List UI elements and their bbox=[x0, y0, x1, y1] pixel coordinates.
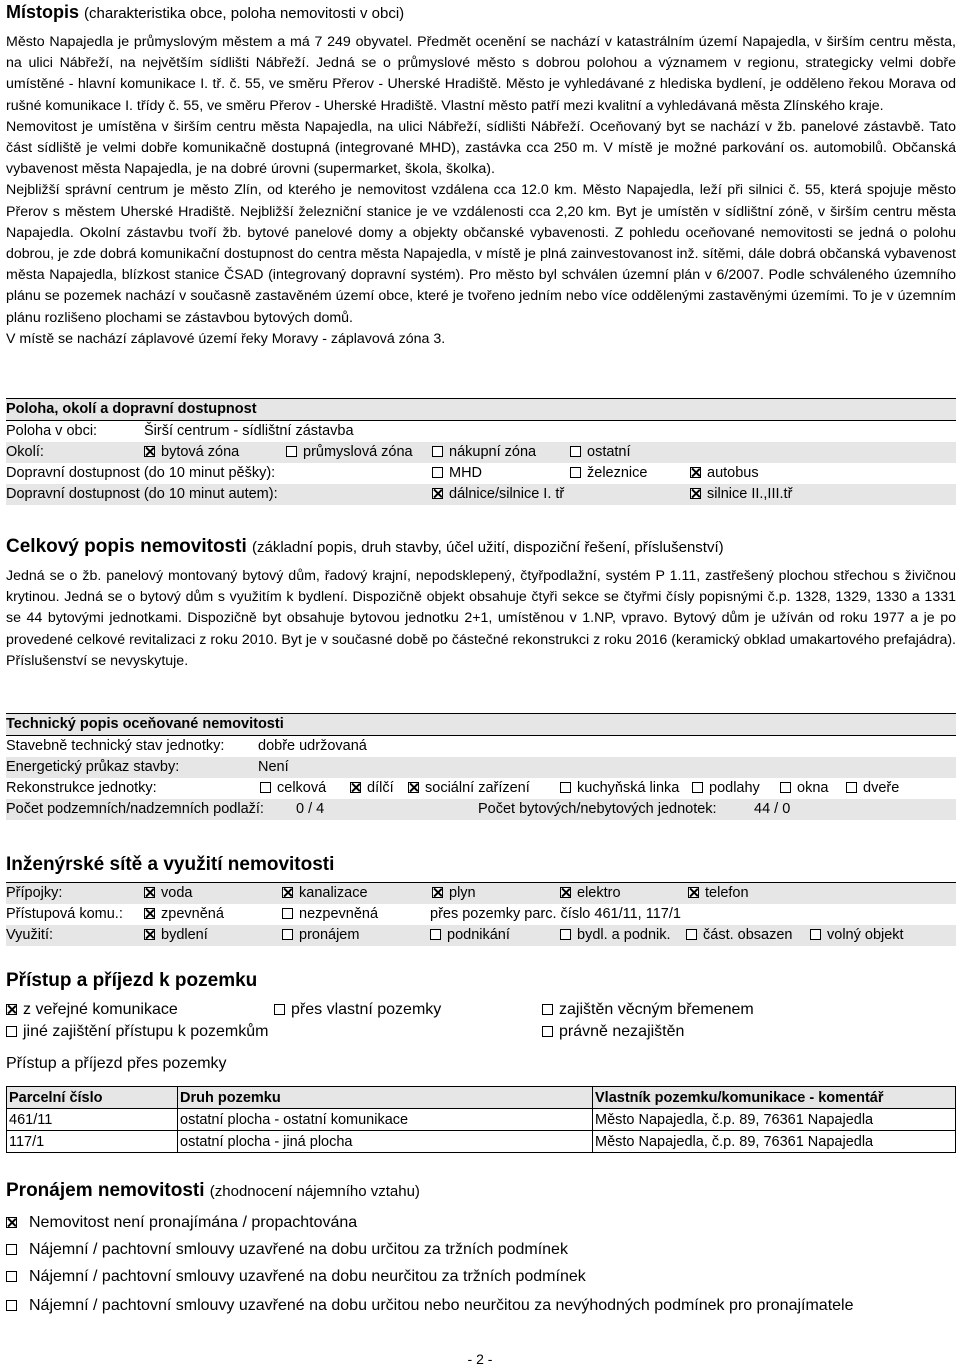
parcels-label: Přístup a příjezd přes pozemky bbox=[6, 1055, 227, 1072]
checkbox-icon[interactable] bbox=[6, 1300, 17, 1311]
surroundings-option[interactable]: průmyslová zóna bbox=[286, 442, 413, 463]
usage-option[interactable]: bydl. a podnik. bbox=[560, 925, 671, 946]
usage-option[interactable]: část. obsazen bbox=[686, 925, 792, 946]
state-value: dobře udržovaná bbox=[258, 738, 367, 754]
land-access-option[interactable]: z veřejné komunikace bbox=[6, 1001, 178, 1019]
utilities-heading bbox=[6, 854, 334, 876]
table-cell: Město Napajedla, č.p. 89, 76361 Napajedla bbox=[593, 1131, 956, 1153]
surroundings-option[interactable]: bytová zóna bbox=[144, 442, 239, 463]
checkbox-icon[interactable] bbox=[688, 887, 699, 898]
page-number: - 2 - bbox=[467, 1351, 493, 1367]
rental-option[interactable]: Nájemní / pachtovní smlouvy uzavřené na dobu určitou za tržních podmínek bbox=[6, 1241, 568, 1259]
table-header-cell: Vlastník pozemku/komunikace - komentář bbox=[593, 1087, 956, 1109]
checkbox-icon[interactable] bbox=[432, 887, 443, 898]
walk-access-option[interactable]: železnice bbox=[570, 463, 647, 484]
location-paragraph: V místě se nachází záplavové území řeky Moravy - záplavová zóna 3. bbox=[6, 330, 446, 347]
checkbox-icon[interactable] bbox=[570, 467, 581, 478]
usage-option[interactable]: bydlení bbox=[144, 925, 208, 946]
reconstruction-option[interactable]: celková bbox=[260, 778, 326, 799]
checkbox-icon[interactable] bbox=[690, 467, 701, 478]
car-access-label: Dopravní dostupnost (do 10 minut autem): bbox=[6, 486, 278, 502]
reconstruction-option[interactable]: dílčí bbox=[350, 778, 394, 799]
table-cell: ostatní plocha - ostatní komunikace bbox=[178, 1109, 593, 1131]
checkbox-icon[interactable] bbox=[144, 908, 155, 919]
connections-label: Přípojky: bbox=[6, 885, 63, 901]
checkbox-icon[interactable] bbox=[692, 782, 703, 793]
location-text bbox=[6, 32, 956, 350]
usage-label: Využití: bbox=[6, 927, 54, 943]
checkbox-icon[interactable] bbox=[542, 1026, 553, 1037]
location-subtitle: (charakteristika obce, poloha nemovitosti v obci) bbox=[84, 5, 405, 22]
rental-heading bbox=[6, 1180, 420, 1202]
technical-header bbox=[6, 713, 956, 736]
description-title: Celkový popis nemovitosti bbox=[6, 536, 247, 557]
location-paragraph: Nejbližší správní centrum je město Zlín, od kterého je nemovitost vzdálena cca 12.0 km. Město Napajedla, leží při silnici č. 55, která spojuje město Přerov s městem Uherské Hradiště. Nejbližší železniční stanice je ve vzdálenosti cca 2,20 km. Byt je umístěn v sídlištní zóně, v širším centru města Napajedla. Okolní zástavbu tvoří žb. bytové panelové domy a objekty občanské vybavenosti. Z pohledu oceňované nemovitosti se jedná o polohu dobrou, je zde dobrá komunikační dostupnost do centra města Napajedla, v místě je plná zainvestovanost inž. sítěmi, dále dobrá občanská vybavenost města Napajedla, blízkost stanice ČSAD (integrovaný dopravní systém). Pro město byl schválen územní plán v 6/2007. Podle schváleného územního plánu se pozemek nachází v současně zastavěném území obce, které je tvořeno jedním nebo více oddělenými zastavěnými územími. To je v územním plánu rozlišeno plochami se zástavbou bytových domů. bbox=[6, 182, 956, 326]
table-cell: 117/1 bbox=[7, 1131, 178, 1153]
checkbox-icon[interactable] bbox=[260, 782, 271, 793]
energy-row bbox=[6, 757, 956, 778]
floors-row bbox=[6, 799, 956, 820]
checkbox-icon[interactable] bbox=[432, 467, 443, 478]
checkbox-icon[interactable] bbox=[282, 908, 293, 919]
units-label: Počet bytových/nebytových jednotek: bbox=[478, 801, 717, 817]
connections-row bbox=[6, 882, 956, 904]
checkbox-icon[interactable] bbox=[350, 782, 361, 793]
utilities-table bbox=[6, 882, 956, 946]
table-header-cell: Parcelní číslo bbox=[7, 1087, 178, 1109]
position-header bbox=[6, 398, 956, 421]
description-heading bbox=[6, 536, 724, 558]
checkbox-icon[interactable] bbox=[144, 887, 155, 898]
units-value: 44 / 0 bbox=[754, 801, 791, 817]
table-cell: Město Napajedla, č.p. 89, 76361 Napajedla bbox=[593, 1109, 956, 1131]
rental-option[interactable]: Nájemní / pachtovní smlouvy uzavřené na dobu neurčitou za tržních podmínek bbox=[6, 1268, 586, 1286]
position-value: Širší centrum - sídlištní zástavba bbox=[144, 423, 354, 439]
usage-row bbox=[6, 925, 956, 946]
description-paragraph: Jedná se o žb. panelový montovaný bytový dům, řadový krajní, nepodsklepený, čtyřpodlažní, systém P 1.11, zastřešený plochou střechou s živičnou krytinou. Jedná se o bytový dům s využitím k bydlení. Dispozičně objekt obsahuje čtyři sekce se čtyřmi čísly popisnými č.p. 1328, 1329, 1330 a 1331 se 44 bytovými jednotkami. Dispozičně byt obsahuje bytovou jednotku 2+1, umístěnou v 1.NP, vpravo. Bytový dům je užíván od roku 1977 a je po provedené celkové revitalizaci z roku 2010. Byt je v současné době po částečné rekonstrukci z roku 2016 (keramický obklad umakartového prefajádra). Příslušenství se nevyskytuje. bbox=[6, 568, 956, 669]
floors-label: Počet podzemních/nadzemních podlaží: bbox=[6, 801, 264, 817]
walk-access-option[interactable]: MHD bbox=[432, 463, 482, 484]
position-table bbox=[6, 398, 956, 505]
checkbox-icon[interactable] bbox=[286, 446, 297, 457]
connection-option[interactable]: voda bbox=[144, 883, 192, 904]
rental-option[interactable]: Nájemní / pachtovní smlouvy uzavřené na dobu určitou nebo neurčitou za nevýhodných podmínek pro pronajímatele bbox=[6, 1295, 910, 1317]
checkbox-icon[interactable] bbox=[846, 782, 857, 793]
checkbox-icon[interactable] bbox=[430, 929, 441, 940]
location-heading bbox=[6, 2, 404, 23]
description-text bbox=[6, 566, 956, 672]
utilities-title: Inženýrské sítě a využití nemovitosti bbox=[6, 854, 335, 875]
reconstruction-option[interactable]: dveře bbox=[846, 778, 899, 799]
table-header-cell: Druh pozemku bbox=[178, 1087, 593, 1109]
location-paragraph: Město Napajedla je průmyslovým městem a má 7 249 obyvatel. Předmět ocenění se nachází v katastrálním území Napajedla, v širším centru města, na ulici Nábřeží, na největším sídlišti Nábřeží. Jedná se o průmyslové město s dobrou polohou a významem v regionu, strategicky velmi dobře umístěné - hlavní komunikace I. tř. č. 55, ve směru Přerov - Uherské Hradiště. Město je vyhledávané z hlediska bydlení, je odděleno řekou Morava od rušné komunikace I. třídy č. 55, ve směru Přerov - Uherské Hradiště. Vlastní město patří mezi kvalitní a vyhledávaná města Zlínského kraje. bbox=[6, 34, 956, 114]
checkbox-icon[interactable] bbox=[780, 782, 791, 793]
connection-option[interactable]: plyn bbox=[432, 883, 476, 904]
checkbox-icon[interactable] bbox=[282, 887, 293, 898]
reconstruction-option[interactable]: kuchyňská linka bbox=[560, 778, 679, 799]
checkbox-icon[interactable] bbox=[810, 929, 821, 940]
location-paragraph: Nemovitost je umístěna v širším centru města Napajedla, na ulici Nábřeží, sídlišti Nábřeží. Oceňovaný byt se nachází v žb. panelové zástavbě. Tato část sídliště je velmi dobře komunikačně dostupná (integrované MHD), zastávka cca 250 m. V místě je možné parkování os. automobilů. Občanská vybavenost města Napajedla, je na dobré úrovni (supermarket, škola, školka). bbox=[6, 118, 956, 178]
car-access-option[interactable]: dálnice/silnice I. tř bbox=[432, 484, 564, 505]
technical-header-label: Technický popis oceňované nemovitosti bbox=[6, 716, 284, 732]
checkbox-icon[interactable] bbox=[432, 488, 443, 499]
checkbox-icon[interactable] bbox=[144, 929, 155, 940]
land-access-option[interactable]: zajištěn věcným břemenem bbox=[542, 1001, 754, 1019]
access-road-option[interactable]: nezpevněná bbox=[282, 904, 378, 925]
rental-title: Pronájem nemovitosti bbox=[6, 1180, 205, 1201]
checkbox-icon[interactable] bbox=[6, 1026, 17, 1037]
land-access-option[interactable]: jiné zajištění přístupu k pozemkům bbox=[6, 1023, 268, 1041]
walk-access-label: Dopravní dostupnost (do 10 minut pěšky): bbox=[6, 465, 276, 481]
rental-option[interactable]: Nemovitost není pronajímána / propachtována bbox=[6, 1214, 357, 1232]
car-access-row bbox=[6, 484, 956, 505]
checkbox-icon[interactable] bbox=[144, 446, 155, 457]
connection-option[interactable]: kanalizace bbox=[282, 883, 368, 904]
checkbox-icon[interactable] bbox=[570, 446, 581, 457]
checkbox-icon[interactable] bbox=[6, 1271, 17, 1282]
table-header-row bbox=[7, 1087, 956, 1109]
checkbox-icon[interactable] bbox=[686, 929, 697, 940]
land-access-title: Přístup a příjezd k pozemku bbox=[6, 970, 258, 991]
reconstruction-row bbox=[6, 778, 956, 799]
land-access-heading bbox=[6, 970, 257, 992]
checkbox-icon[interactable] bbox=[274, 1004, 285, 1015]
connection-option[interactable]: elektro bbox=[560, 883, 621, 904]
table-cell: 461/11 bbox=[7, 1109, 178, 1131]
checkbox-icon[interactable] bbox=[690, 488, 701, 499]
position-row bbox=[6, 421, 956, 442]
rental-subtitle: (zhodnocení nájemního vztahu) bbox=[209, 1183, 420, 1200]
table-cell: ostatní plocha - jiná plocha bbox=[178, 1131, 593, 1153]
floors-value: 0 / 4 bbox=[296, 801, 325, 817]
checkbox-icon[interactable] bbox=[6, 1004, 17, 1015]
reconstruction-option[interactable]: sociální zařízení bbox=[408, 778, 530, 799]
car-access-option[interactable]: silnice II.,III.tř bbox=[690, 484, 792, 505]
technical-table bbox=[6, 713, 956, 820]
reconstruction-option[interactable]: okna bbox=[780, 778, 828, 799]
surroundings-label: Okolí: bbox=[6, 444, 44, 460]
state-label: Stavebně technický stav jednotky: bbox=[6, 738, 225, 754]
energy-value: Není bbox=[258, 759, 289, 775]
table-row bbox=[7, 1109, 956, 1131]
checkbox-icon[interactable] bbox=[560, 782, 571, 793]
description-subtitle: (základní popis, druh stavby, účel užití, dispoziční řešení, příslušenství) bbox=[252, 539, 724, 556]
surroundings-option[interactable]: nákupní zóna bbox=[432, 442, 536, 463]
position-header-label: Poloha, okolí a dopravní dostupnost bbox=[6, 401, 257, 417]
table-row bbox=[7, 1131, 956, 1153]
location-title: Místopis bbox=[6, 2, 80, 22]
state-row bbox=[6, 736, 956, 757]
parcels-table bbox=[6, 1086, 956, 1153]
checkbox-icon[interactable] bbox=[432, 446, 443, 457]
checkbox-icon[interactable] bbox=[542, 1004, 553, 1015]
access-road-row bbox=[6, 904, 956, 925]
surroundings-option[interactable]: ostatní bbox=[570, 442, 631, 463]
walk-access-row bbox=[6, 463, 956, 484]
access-road-note: přes pozemky parc. číslo 461/11, 117/1 bbox=[430, 906, 681, 922]
land-access-option[interactable]: právně nezajištěn bbox=[542, 1023, 684, 1041]
reconstruction-option[interactable]: podlahy bbox=[692, 778, 760, 799]
access-road-option[interactable]: zpevněná bbox=[144, 904, 224, 925]
checkbox-icon[interactable] bbox=[6, 1217, 17, 1228]
position-label: Poloha v obci: bbox=[6, 423, 98, 439]
checkbox-icon[interactable] bbox=[6, 1244, 17, 1255]
connection-option[interactable]: telefon bbox=[688, 883, 749, 904]
energy-label: Energetický průkaz stavby: bbox=[6, 759, 180, 775]
usage-option[interactable]: volný objekt bbox=[810, 925, 904, 946]
access-road-label: Přístupová komu.: bbox=[6, 906, 123, 922]
surroundings-row bbox=[6, 442, 956, 463]
checkbox-icon[interactable] bbox=[282, 929, 293, 940]
land-access-option[interactable]: přes vlastní pozemky bbox=[274, 1001, 441, 1019]
usage-option[interactable]: podnikání bbox=[430, 925, 510, 946]
checkbox-icon[interactable] bbox=[560, 929, 571, 940]
walk-access-option[interactable]: autobus bbox=[690, 463, 759, 484]
checkbox-icon[interactable] bbox=[408, 782, 419, 793]
checkbox-icon[interactable] bbox=[560, 887, 571, 898]
reconstruction-label: Rekonstrukce jednotky: bbox=[6, 780, 157, 796]
usage-option[interactable]: pronájem bbox=[282, 925, 359, 946]
